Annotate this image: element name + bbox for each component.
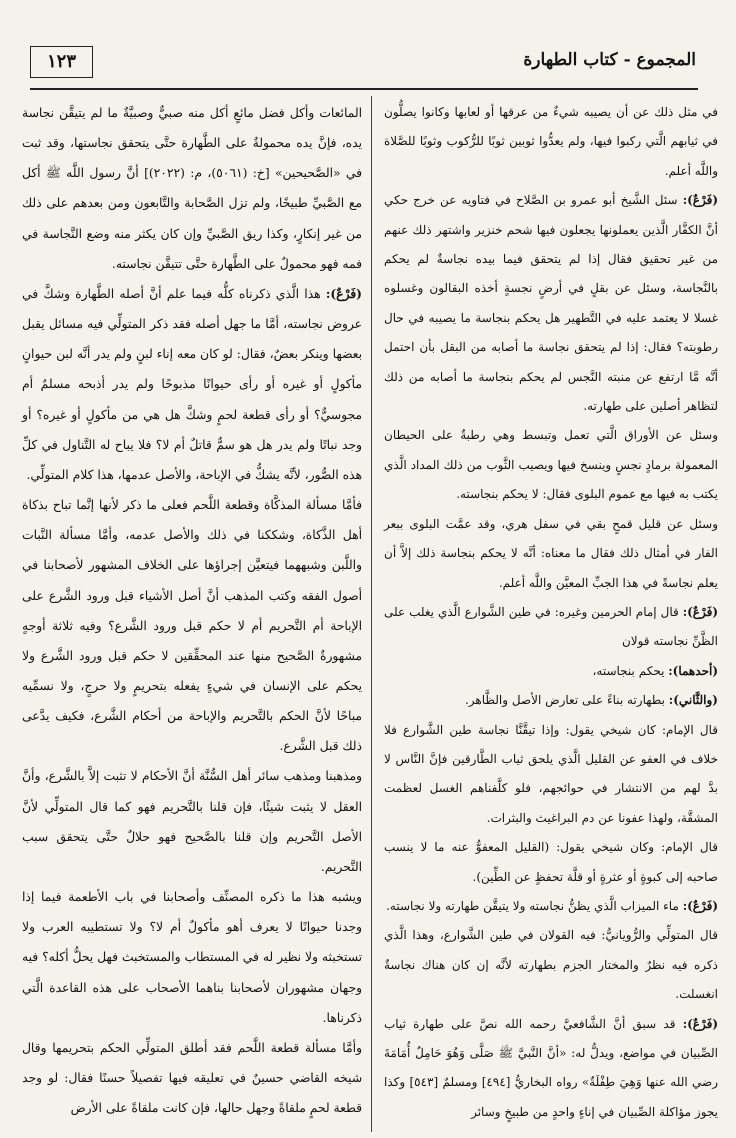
paragraph-text: بطهارته بناءً على تعارض الأصل والظَّاهر. [464, 693, 665, 708]
paragraph [384, 716, 718, 834]
paragraph [384, 186, 718, 421]
left-column [22, 98, 362, 1123]
paragraph [384, 921, 718, 1009]
paragraph [384, 1010, 718, 1128]
paragraph-text: قال الإمام: كان شيخي يقول: وإذا تيقَّنَّا نجاسة طين الشَّوارع فلا خلاف في العفو عن القليل الَّذي يلحق ثياب الطَّارقين فإنَّ النَّاس لا بدَّ لهم من الانتشار في حوائجهم، فلو كلَّفناهم الغسل لعظمت المشقَّة، ولهذا عفونا عن دم البراغيث والبثرات. [384, 722, 718, 825]
section-label: (فَرْعٌ): [682, 193, 718, 208]
section-label: (فَرْعٌ): [682, 1016, 718, 1031]
right-column [384, 98, 718, 1127]
paragraph-text: سئل الشَّيخ أبو عمرو بن الصَّلاح في فتاويه عن خرج حكي أنَّ الكفَّار الَّذين يعملونها يجعلون فيها شحم خنزير واشتهر ذلك عنهم من غير تحقيق فقال إذا لم يتحقق فيما بيده نجاسةٌ لم يحكم بالنَّجاسة، وسئل عن بقلٍ في أرضٍ نجسةٍ أخذه البقالون وغسلوه غسلا لا يعتمد عليه في التَّطهير هل يحكم بنجاسة ما يصيبه في حال رطوبته؟ فقال: إذا لم يتحقق نجاسة ما أصابه من البقل بأن احتمل أنَّه مَّا ارتفع عن منبته النَّجس لم يحكم بنجاسة ما أصابه من ذلك لتظاهر أصلين على طهارته. [384, 193, 718, 414]
paragraph [22, 490, 362, 761]
paragraph [22, 98, 362, 279]
paragraph-text: قال إمام الحرمين وغيره: في طين الشَّوارع الَّذي يغلب على الظَّنِّ نجاسته قولان [384, 604, 718, 649]
paragraph [22, 882, 362, 1033]
paragraph-text: المائعات وأكل فضل مائعٍ أكل منه صبيٌّ وصبيَّةٌ ما لم يتيقَّن نجاسة يده، فإنَّ يده محمولةٌ على الطَّهارة حتَّى يتحقق نجاستها، وقد ثبت في «الصَّحيحين» [خ: (٥٠٦١)، م: (٢٠٢٢)] أنَّ رسول اللَّه ﷺ أكل مع الصَّبيِّ طبيخًا، ولم تزل الصَّحابة والتَّابعون ومن بعدهم على ذلك من غير إنكارٍ، وكذا ريق الصَّبيِّ وإن كان يكثر منه وضع النَّجاسة في فمه فهو محمولٌ على الطَّهارة حتَّى تتيقَّن نجاسته. [22, 106, 363, 271]
paragraph-text: قال المتولِّي والرُّويانيُّ: فيه القولان في طين الشَّوارع، وهذا الَّذي ذكره فيه نظرٌ والمختار الجزم بطهارته لأنَّه إن كان هناك نجاسةٌ انغسلت. [384, 928, 718, 1002]
paragraph [22, 1033, 362, 1123]
paragraph [384, 421, 718, 509]
paragraph-text: ويشبه هذا ما ذكره المصنِّف وأصحابنا في باب الأطعمة فيما إذا وجدنا حيوانًا لا يعرف أهو مأكولٌ أم لا؟ ولا تستطيبه العرب ولا تستخبثه ولا نظير له في المستطاب والمستخبث فهل يحلُّ أكله؟ فيه وجهان مشهوران لأصحابنا بناهما الأصحاب على هذه القاعدة الَّتي ذكرناها. [22, 890, 362, 1025]
column-divider [371, 96, 372, 1132]
paragraph-text: وسئل عن قليل قمحٍ بقي في سفل هري، وقد عمَّت البلوى ببعر الفار في أمثال ذلك فقال ما معناه: أنَّه لا يحكم بنجاسة ذلك إلاَّ أن يعلم نجاسةً في هذا الجبِّ المعيَّن واللَّه أعلم. [384, 516, 718, 590]
paragraph [384, 833, 718, 892]
paragraph-text: ماء الميزاب الَّذي يظنُّ نجاسته ولا يتيقَّن طهارته ولا نجاسته. [386, 898, 679, 913]
page-number: ١٢٣ [30, 46, 93, 78]
paragraph [22, 761, 362, 882]
paragraph-text: وسئل عن الأوراق الَّتي تعمل وتبسط وهي رطبةٌ على الحيطان المعمولة برمادٍ نجسٍ وينسخ فيها ويصيب الثَّوب من ذلك المداد الَّذي يكتب به فيها مع عموم البلوى فقال: لا يحكم بنجاسته. [384, 428, 718, 502]
paragraph-text: في مثل ذلك عن أن يصيبه شيءٌ من عرقها أو لعابها وكانوا يصلُّون في ثيابهم الَّتي ركبوا فيها، ولم يعدُّوا ثوبين ثوبًا للرُّكوب وثوبًا للصَّلاة واللَّه أعلم. [384, 105, 718, 178]
paragraph-text: فأمَّا مسألة المذكَّاة وقطعة اللَّحم فعلى ما ذكر لأنها إنَّما تباح بذكاة أهل الذَّكاة، وشككنا في ذلك والأصل عدمه، وأمَّا مسألة النَّبات واللَّبن وشبههما فيتعيَّن إجراؤها على الخلاف المشهور لأصحابنا في أصول الفقه وكتب المذهب أنَّ أصل الأشياء قبل ورود الشَّرع على الإباحة أم التَّحريم أم لا حكم قبل ورود الشَّرع؟ وفيه ثلاثة أوجهٍ مشهورةٌ الصَّحيح منها عند المحقِّقين لا حكم قبل ورود الشَّرع ولا يحكم على الإنسان في شيءٍ يفعله بتحريمٍ ولا حرجٍ، ولا نسمِّيه مباحًا لأنَّ الحكم بالتَّحريم والإباحة من أحكام الشَّرع، فكيف يدَّعى ذلك قبل الشَّرع. [22, 498, 362, 754]
section-label: (فَرْعٌ): [682, 604, 718, 619]
paragraph [384, 686, 718, 715]
section-label: (فَرْعٌ): [682, 898, 718, 913]
paragraph-text: قال الإمام: وكان شيخي يقول: (القليل المعفوُّ عنه ما لا ينسب صاحبه إلى كبوةٍ أو عثرةٍ أو قلَّة تحفظٍ عن الطِّين). [384, 840, 718, 884]
paragraph [384, 892, 718, 921]
section-label: (فَرْعٌ): [325, 285, 362, 301]
paragraph-text: قد سبق أنَّ الشَّافعيَّ رحمه الله نصَّ على طهارة ثياب الصِّبيان في مواضع، ويدلُّ له: «أنَّ النَّبيَّ ﷺ صَلَّى وَهُوَ حَامِلٌ أُمَامَةَ رضي الله عنها وَهِيَ طِفْلَةٌ» رواه البخاريُّ [٤٩٤] ومسلمٌ [٥٤٣] وكذا يجوز مؤاكلة الصِّبيان في إناءٍ واحدٍ من طبيخٍ وسائر [384, 1016, 719, 1119]
paragraph [384, 98, 718, 186]
paragraph-text: يحكم بنجاسته، [592, 663, 665, 678]
page-header [30, 40, 696, 84]
section-label: (والثَّاني): [668, 693, 718, 708]
section-label: (أحدهما): [668, 663, 718, 678]
paragraph [384, 657, 718, 686]
paragraph-text: ومذهبنا ومذهب سائر أهل السُّنَّة أنَّ الأحكام لا تثبت إلاَّ بالشَّرع، وأنَّ العقل لا يثبت شيئًا، فإن قلنا بالتَّحريم فهو كما قال المتولِّي لأنَّ الأصل التَّحريم وإن قلنا بالصَّحيح فهو حلالٌ حتَّى يتحقق سبب التَّحريم. [22, 769, 362, 874]
paragraph-text: وأمَّا مسألة قطعة اللَّحم فقد أطلق المتولِّي الحكم بتحريمها وقال شيخه القاضي حسينٌ في تعليقه فيها تفصيلاً حسنًا فقال: لو وجد قطعة لحمٍ ملقاةً وجهل حالها، فإن كانت ملقاةً على الأرض [22, 1040, 362, 1116]
paragraph [384, 598, 718, 657]
running-title: المجموع - كتاب الطهارة [523, 50, 696, 70]
paragraph [22, 279, 362, 490]
header-rule [30, 88, 698, 90]
paragraph-text: هذا الَّذي ذكرناه كلُّه فيما علم أنَّ أصله الطَّهارة وشكَّ في عروض نجاسته، أمَّا ما جهل أصله فقد ذكر المتولِّي فيه مسائل يقبل بعضها وينكر بعضٌ، فقال: لو كان معه إناء لبنٍ ولم يدر أنَّه لبن حيوانٍ مأكولٍ أو غيره أو رأى حيوانًا مذبوحًا ولم يدر أذبحه مسلمٌ أم مجوسيٌّ؟ أو رأى قطعة لحمٍ وشكَّ هل هي من مأكولٍ أو غيره؟ أو وجد نباتًا ولم يدر هل هو سمٌّ قاتلٌ أم لا؟ فلا يباح له التَّناول في كلِّ هذه الصُّور، لأنَّه يشكُّ في الإباحة، والأصل عدمها، هذا كلام المتولِّي. [22, 286, 362, 482]
paragraph [384, 510, 718, 598]
